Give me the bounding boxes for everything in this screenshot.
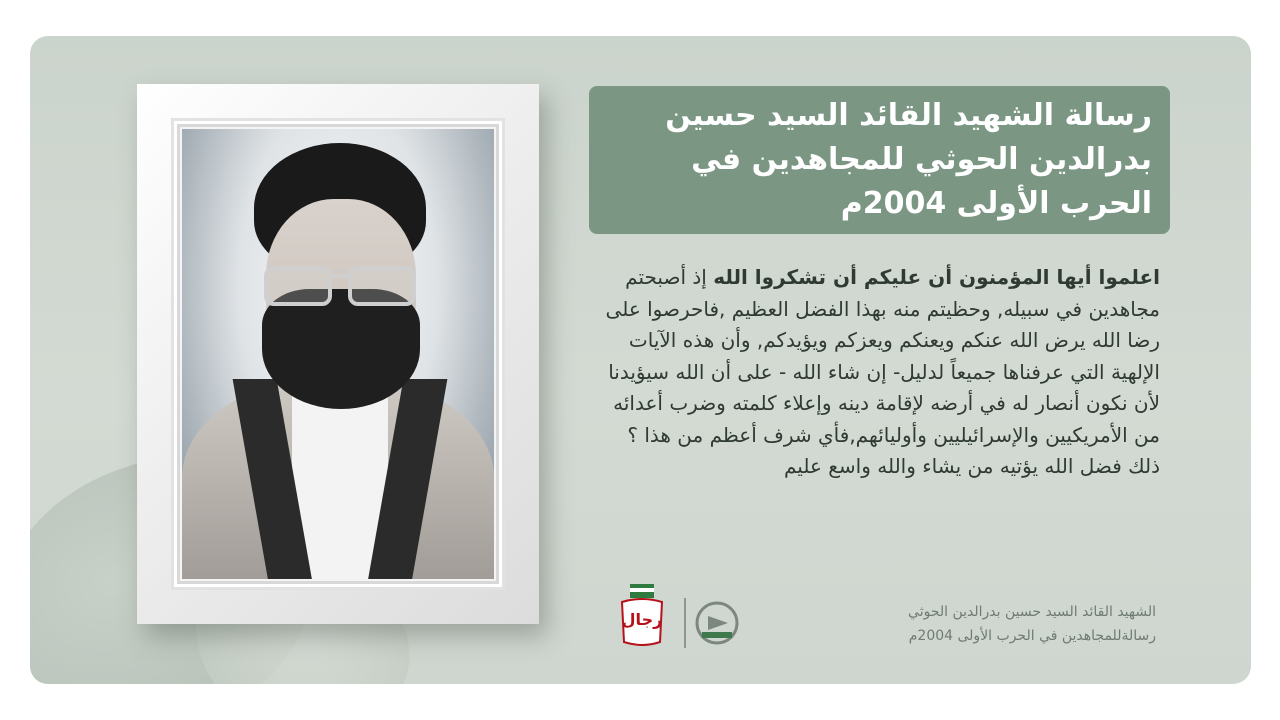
message-text bbox=[600, 262, 1160, 483]
martyrs-emblem-icon bbox=[612, 582, 672, 648]
footer-caption bbox=[800, 600, 1156, 648]
message-body: إذ أصبحتم مجاهدين في سبيله, وحظيتم منه بهذا الفضل العظيم ,فاحرصوا على رضا الله يرض الله عنكم ويعنكم ويعزكم ويؤيدكم, وأن هذه الآيات الإلهية التي عرفناها جميعاً لدليل- إن شاء الله - على أن الله سيؤيدنا لأن نكون أنصار له في أرضه لإقامة دينه وإعلاء كلمته وضرب أعدائه من الأمريكيين والإسرائيليين وأوليائهم,فأي شرف أعظم من هذا ؟ ذلك فضل الله يؤتيه من يشاء والله واسع عليم bbox=[605, 265, 1160, 478]
emblem-text: رجال bbox=[621, 610, 663, 629]
portrait-photo bbox=[182, 129, 494, 579]
glasses-icon bbox=[262, 264, 418, 308]
title-box bbox=[589, 86, 1170, 234]
picture-frame bbox=[137, 84, 539, 624]
footer-line-2: رسالةللمجاهدين في الحرب الأولى 2004م bbox=[908, 628, 1156, 644]
message-bold-intro: اعلموا أيها المؤمنون أن عليكم أن تشكروا الله bbox=[713, 265, 1160, 289]
footer-line-1: الشهيد القائد السيد حسين بدرالدين الحوثي bbox=[908, 604, 1156, 620]
poster-card bbox=[30, 36, 1251, 684]
media-logo-icon bbox=[694, 598, 740, 648]
footer-divider bbox=[684, 598, 686, 648]
page-title: رسالة الشهيد القائد السيد حسين بدرالدين الحوثي للمجاهدين في الحرب الأولى 2004م bbox=[665, 98, 1152, 221]
